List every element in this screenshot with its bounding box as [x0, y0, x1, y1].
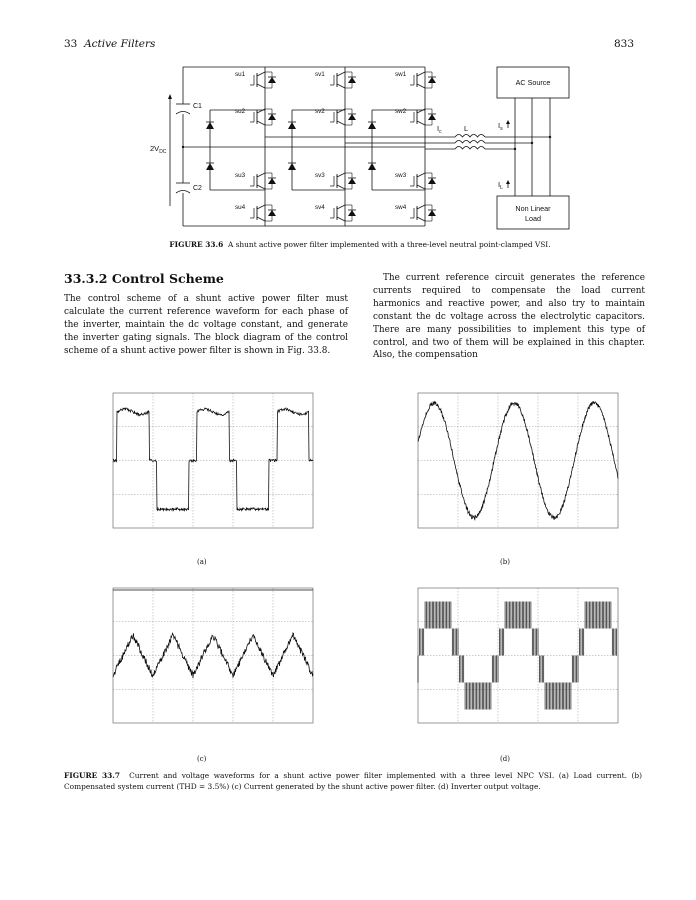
switch-sv1	[315, 71, 356, 88]
switch-label-sw2: sw2	[395, 108, 407, 115]
switch-label-su4: su4	[235, 204, 246, 211]
switch-su4	[235, 204, 276, 221]
clamp-diode-icon	[206, 122, 214, 129]
subfig-label-d: (d)	[500, 755, 510, 763]
current-s-label: $I_s$	[498, 121, 503, 132]
chart-panel-a-load-current	[95, 385, 325, 540]
switch-sw1	[395, 71, 436, 88]
clamp-diode-icon	[368, 122, 376, 129]
switch-sw2	[395, 108, 436, 125]
load-label-line1: Non Linear	[515, 204, 551, 213]
inductor-label: L	[464, 124, 469, 133]
page-number: 833	[613, 38, 634, 50]
switch-su3	[235, 172, 276, 189]
load-current-trace	[113, 408, 313, 510]
figure-33-7-caption-text: Current and voltage waveforms for a shunt active power filter implemented with a three level NPC VSI. (a) Load current. (b) Compensated system current (THD = 3.5%) (c) Current generated by the shunt active power filter. (d) Inverter output voltage.	[64, 771, 642, 791]
switch-label-sw4: sw4	[395, 204, 407, 211]
chapter-number: 33	[64, 38, 78, 50]
figure-33-6-caption-label: FIGURE 33.6	[169, 240, 224, 249]
switch-label-sv1: sv1	[315, 71, 325, 78]
switch-label-sv3: sv3	[315, 172, 325, 179]
section-heading: 33.3.2 Control Scheme	[64, 271, 224, 286]
clamp-diode-icon	[368, 163, 376, 170]
chapter-title: Active Filters	[84, 38, 156, 50]
clamp-diode-icon	[206, 163, 214, 170]
switch-label-sv2: sv2	[315, 108, 325, 115]
figure-33-7-caption-label: FIGURE 33.7	[64, 771, 121, 780]
switch-label-sv4: sv4	[315, 204, 325, 211]
right-paragraph: The current reference circuit generates the reference currents required to compensate the load current harmonics and reactive power, and also try to maintain constant the dc voltage across the electrolytic capacitors. There are many possibilities to implement this type of control, and two of them will be explained in this chapter. Also, the compensation	[373, 273, 645, 361]
figure-33-7-caption	[64, 770, 642, 792]
switch-label-sw3: sw3	[395, 172, 407, 179]
chart-panel-d-inverter-voltage	[400, 580, 630, 735]
clamp-diode-icon	[288, 163, 296, 170]
subfig-label-c: (c)	[197, 755, 207, 763]
ac-source-label: AC Source	[515, 78, 551, 87]
chart-panel-b-compensated-current	[400, 385, 630, 540]
subfig-label-a: (a)	[197, 558, 207, 566]
load-label-line2: Load	[525, 214, 541, 223]
switch-su2	[235, 108, 276, 125]
current-l-label: $I_L$	[498, 180, 503, 191]
cap-bottom-label: C2	[193, 185, 202, 192]
figure-33-6-caption-text: A shunt active power filter implemented with a three-level neutral point-clamped VSI.	[227, 240, 551, 249]
switch-sw3	[395, 172, 436, 189]
switch-sv2	[315, 108, 356, 125]
dc-voltage-label: $2V_{DC}$	[150, 144, 167, 155]
cap-top-label: C1	[193, 103, 202, 110]
switch-su1	[235, 71, 276, 88]
current-c-label: $I_c$	[437, 124, 442, 135]
switch-sv4	[315, 204, 356, 221]
three-level-npc-vsi-circuit-diagram	[0, 0, 696, 260]
switch-label-su1: su1	[235, 71, 246, 78]
switch-label-su2: su2	[235, 108, 246, 115]
switch-sv3	[315, 172, 356, 189]
left-paragraph: The control scheme of a shunt active power filter must calculate the current reference waveform for each phase of the inverter, maintain the dc voltage constant, and generate the inverter gating signals. The block diagram of the control scheme of a shunt active power filter is shown in Fig. 33.8.	[64, 294, 348, 356]
switch-sw4	[395, 204, 436, 221]
switch-label-sw1: sw1	[395, 71, 407, 78]
clamp-diode-icon	[288, 122, 296, 129]
chart-panel-c-filter-current	[95, 580, 325, 735]
figure-33-6-caption	[150, 239, 570, 250]
subfig-label-b: (b)	[500, 558, 510, 566]
switch-label-su3: su3	[235, 172, 246, 179]
